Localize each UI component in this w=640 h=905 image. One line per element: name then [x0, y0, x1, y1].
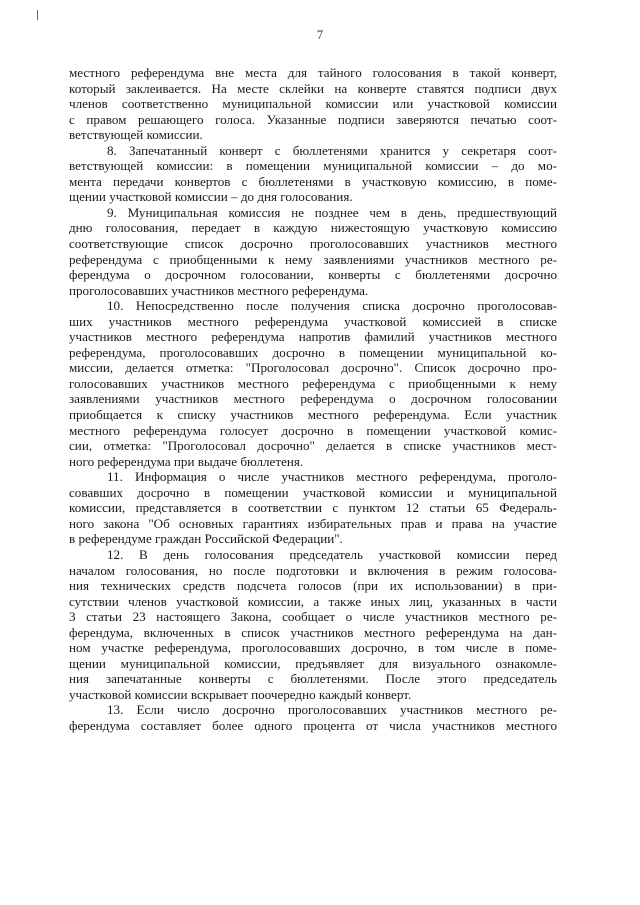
paragraph [69, 65, 557, 143]
paragraph [69, 298, 557, 469]
paragraph [69, 469, 557, 547]
text-line: заявлениями участников местного референдума о досрочном голосовании [69, 391, 557, 407]
text-line: ших участников местного референдума участковой комиссией в списке [69, 313, 557, 329]
text-line: приобщается к списку участников местного референдума. Если участник [69, 407, 557, 423]
text-line: 11. Информация о числе участников местного референдума, проголо- [107, 469, 557, 485]
text-line: участников местного референдума напротив фамилий участников местного [69, 329, 557, 345]
text-line: щении муниципальной комиссии, предъявляет для визуального ознакомле- [69, 655, 557, 671]
text-line: щении участковой комиссии – до дня голосования. [69, 189, 353, 205]
text-line: ния технических средств подсчета голосов (при их использовании) в при- [69, 578, 557, 594]
text-line: миссии, делается отметка: "Проголосовал досрочно". Список досрочно про- [69, 360, 557, 376]
paragraph [69, 702, 557, 733]
text-line: в референдуме граждан Российской Федерации". [69, 531, 343, 547]
text-line: комиссии, представляется в соответствии с пунктом 12 статьи 65 Федераль- [69, 500, 557, 516]
text-line: соответствующие список досрочно проголосовавших участников местного [69, 236, 557, 252]
text-line: совавших досрочно в помещении участковой комиссии и муниципальной [69, 484, 557, 500]
text-line: участковой комиссии вскрывает поочередно каждый конверт. [69, 686, 412, 702]
document-body [69, 65, 557, 734]
text-line: местного референдума вне места для тайного голосования в такой конверт, [69, 65, 557, 80]
text-line: сутствии членов участковой комиссии, а также иных лиц, указанных в части [69, 593, 557, 609]
text-line: ферендума, включенных в список участников местного референдума на дан- [69, 624, 557, 640]
page-number: 7 [316, 28, 324, 42]
text-line: ном участке референдума, проголосовавших досрочно, в том числе в поме- [69, 640, 557, 656]
text-line: 10. Непосредственно после получения списка досрочно проголосовав- [107, 298, 557, 314]
text-line: ного закона "Об основных гарантиях избирательных прав и права на участие [69, 515, 557, 531]
text-line: членов соответственно муниципальной комиссии или участковой комиссии [69, 96, 557, 112]
text-line: 8. Запечатанный конверт с бюллетенями хранится у секретаря соот- [107, 142, 557, 158]
paragraph [69, 547, 557, 702]
text-line: сии, отметка: "Проголосовал досрочно" делается в списке участников мест- [69, 438, 557, 454]
text-line: 9. Муниципальная комиссия не позднее чем в день, предшествующий [107, 204, 557, 220]
text-line: дню голосования, передает в каждую нижестоящую участковую комиссию [69, 220, 557, 236]
text-line: голосовавших участников местного референдума с приобщенными к нему [69, 375, 557, 391]
text-line: 3 статьи 23 настоящего Закона, сообщает о числе участников местного ре- [69, 609, 557, 625]
text-line: ного референдума при выдаче бюллетеня. [69, 453, 304, 469]
margin-mark [37, 10, 38, 20]
text-line: ния запечатанные конверты с бюллетенями. После этого председатель [69, 671, 557, 687]
text-line: который заклеивается. На месте склейки на конверте ставятся подписи двух [69, 80, 557, 96]
text-line: местного референдума голосует досрочно в помещении участковой комис- [69, 422, 557, 438]
text-line: ветствующей комиссии: в помещении муниципальной комиссии – до мо- [69, 158, 557, 174]
text-line: с правом решающего голоса. Указанные подписи заверяются печатью соот- [69, 111, 557, 127]
text-line: началом голосования, но после подготовки и включения в режим голосова- [69, 562, 557, 578]
text-line: 13. Если число досрочно проголосовавших участников местного ре- [107, 702, 557, 718]
text-line: проголосовавших участников местного референдума. [69, 282, 369, 298]
text-line: референдума, проголосовавших досрочно в помещении муниципальной ко- [69, 344, 557, 360]
text-line: референдума с приобщенными к нему заявлениями участников местного ре- [69, 251, 557, 267]
text-line: ветствующей комиссии. [69, 127, 203, 143]
text-line: ферендума составляет более одного процента от числа участников местного [69, 717, 557, 733]
text-line: 12. В день голосования председатель участковой комиссии перед [107, 546, 557, 562]
paragraph [69, 143, 557, 205]
text-line: ферендума о досрочном голосовании, конверты с бюллетенями досрочно [69, 267, 557, 283]
paragraph [69, 205, 557, 298]
text-line: мента передачи конвертов с бюллетенями в участковую комиссию, в поме- [69, 173, 557, 189]
